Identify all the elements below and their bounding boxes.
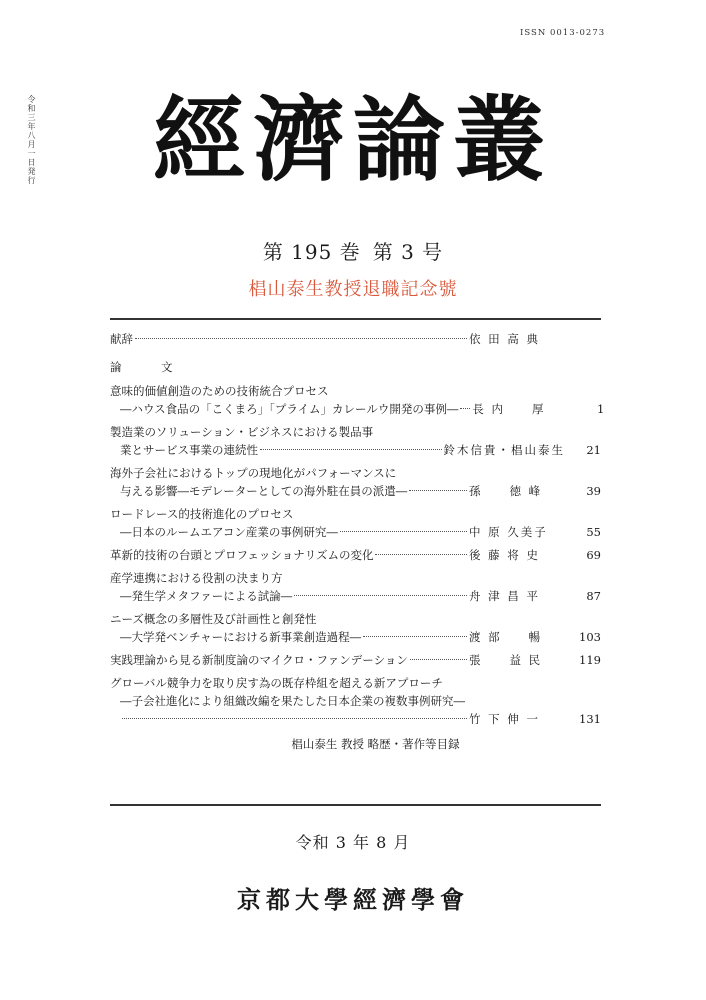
toc-author: 後 藤 将 史	[469, 548, 540, 562]
toc-page: 103	[579, 630, 601, 644]
toc-page: 1	[597, 402, 605, 416]
toc-title-line: ニーズ概念の多層性及び計画性と創発性	[110, 612, 317, 626]
toc-dedication[interactable]	[110, 330, 601, 348]
toc-title-line: 業とサービス事業の連続性	[120, 443, 258, 457]
publication-date: 令和 3 年 8 月	[295, 833, 411, 852]
dot-leader	[363, 636, 467, 637]
toc-article[interactable]	[110, 569, 601, 605]
toc-page: 131	[579, 712, 601, 726]
toc-article[interactable]	[110, 546, 601, 564]
toc-title-line: ―子会社進化により組織改編を果たした日本企業の複数事例研究―	[120, 694, 465, 708]
toc-page: 39	[586, 484, 601, 498]
toc-title-line: 献辞	[110, 332, 133, 346]
toc-article[interactable]	[110, 382, 605, 418]
toc-title-line: ―日本のルームエアコン産業の事例研究―	[120, 525, 338, 539]
dot-leader	[409, 490, 467, 491]
toc-title-line: ―大学発ベンチャーにおける新事業創造過程―	[120, 630, 362, 644]
dot-leader	[410, 659, 467, 660]
toc-title-line: ―ハウス食品の「こくまろ」「プライム」カレールウ開発の事例―	[120, 402, 459, 416]
toc-page: 69	[586, 548, 601, 562]
toc-page: 119	[579, 653, 601, 667]
toc-author: 張 益 民	[469, 653, 543, 667]
toc-author: 渡 部 暢	[469, 630, 543, 644]
dot-leader	[122, 718, 467, 719]
toc-article[interactable]	[110, 505, 601, 541]
toc-author: 竹 下 伸 一	[469, 712, 540, 726]
publication-note: 令和三年八月一日発行	[27, 95, 36, 185]
toc-page: 55	[586, 525, 601, 539]
toc-title-line: 産学連携における役割の決まり方	[110, 571, 283, 585]
dot-leader	[375, 554, 467, 555]
publisher-name: 京都大學經濟學會	[237, 886, 469, 914]
toc-title-line: ロードレース的技術進化のプロセス	[110, 507, 294, 521]
toc-author: 長 内 厚	[472, 402, 546, 416]
volume-number: 第 195 巻	[262, 240, 361, 264]
dot-leader	[135, 338, 467, 339]
dot-leader	[294, 595, 467, 596]
toc-title-line: 意味的価値創造のための技術統合プロセス	[110, 384, 329, 398]
dot-leader	[340, 531, 467, 532]
issue-number: 第 3 号	[372, 240, 444, 264]
journal-title: 經濟論叢	[152, 86, 553, 194]
toc-author: 孫 徳 峰	[469, 484, 543, 498]
toc-author: 舟 津 昌 平	[469, 589, 540, 603]
toc-author: 中 原 久美子	[469, 525, 548, 539]
toc-author: 鈴木信貴・椙山泰生	[443, 443, 565, 457]
dot-leader	[260, 449, 442, 450]
toc-title-line: 製造業のソリューション・ビジネスにおける製品事	[110, 425, 374, 439]
toc-article[interactable]	[110, 651, 601, 669]
toc-page: 21	[586, 443, 601, 457]
toc-title-line: ―発生学メタファーによる試論―	[120, 589, 293, 603]
issn-number: ISSN 0013-0273	[520, 28, 606, 38]
table-of-contents	[110, 330, 605, 753]
top-divider	[110, 318, 601, 320]
toc-article[interactable]	[110, 464, 601, 500]
commemorative-issue-title: 椙山泰生教授退職記念號	[248, 279, 458, 300]
toc-title-line: 海外子会社におけるトップの現地化がパフォーマンスに	[110, 466, 397, 480]
article-list	[110, 382, 605, 733]
toc-article[interactable]	[110, 423, 601, 459]
toc-spacer	[110, 728, 601, 733]
toc-article[interactable]	[110, 610, 601, 646]
toc-appendix[interactable]: 椙山泰生 教授 略歴・著作等目録	[291, 737, 460, 751]
toc-title-line: 与える影響―モデレーターとしての海外駐在員の派遣―	[120, 484, 408, 498]
toc-author: 依 田 高 典	[469, 332, 540, 346]
toc-title-line: 実践理論から見る新制度論のマイクロ・ファンデーション	[110, 653, 408, 667]
toc-title-line: グローバル競争力を取り戻す為の既存枠組を超える新アプローチ	[110, 676, 443, 690]
section-heading: 論 文	[110, 360, 187, 374]
toc-article[interactable]	[110, 674, 601, 728]
bottom-divider	[110, 804, 601, 806]
toc-title-line: 革新的技術の台頭とプロフェッショナリズムの変化	[110, 548, 374, 562]
dot-leader	[460, 408, 470, 409]
volume-issue	[0, 236, 706, 265]
toc-page: 87	[586, 589, 601, 603]
